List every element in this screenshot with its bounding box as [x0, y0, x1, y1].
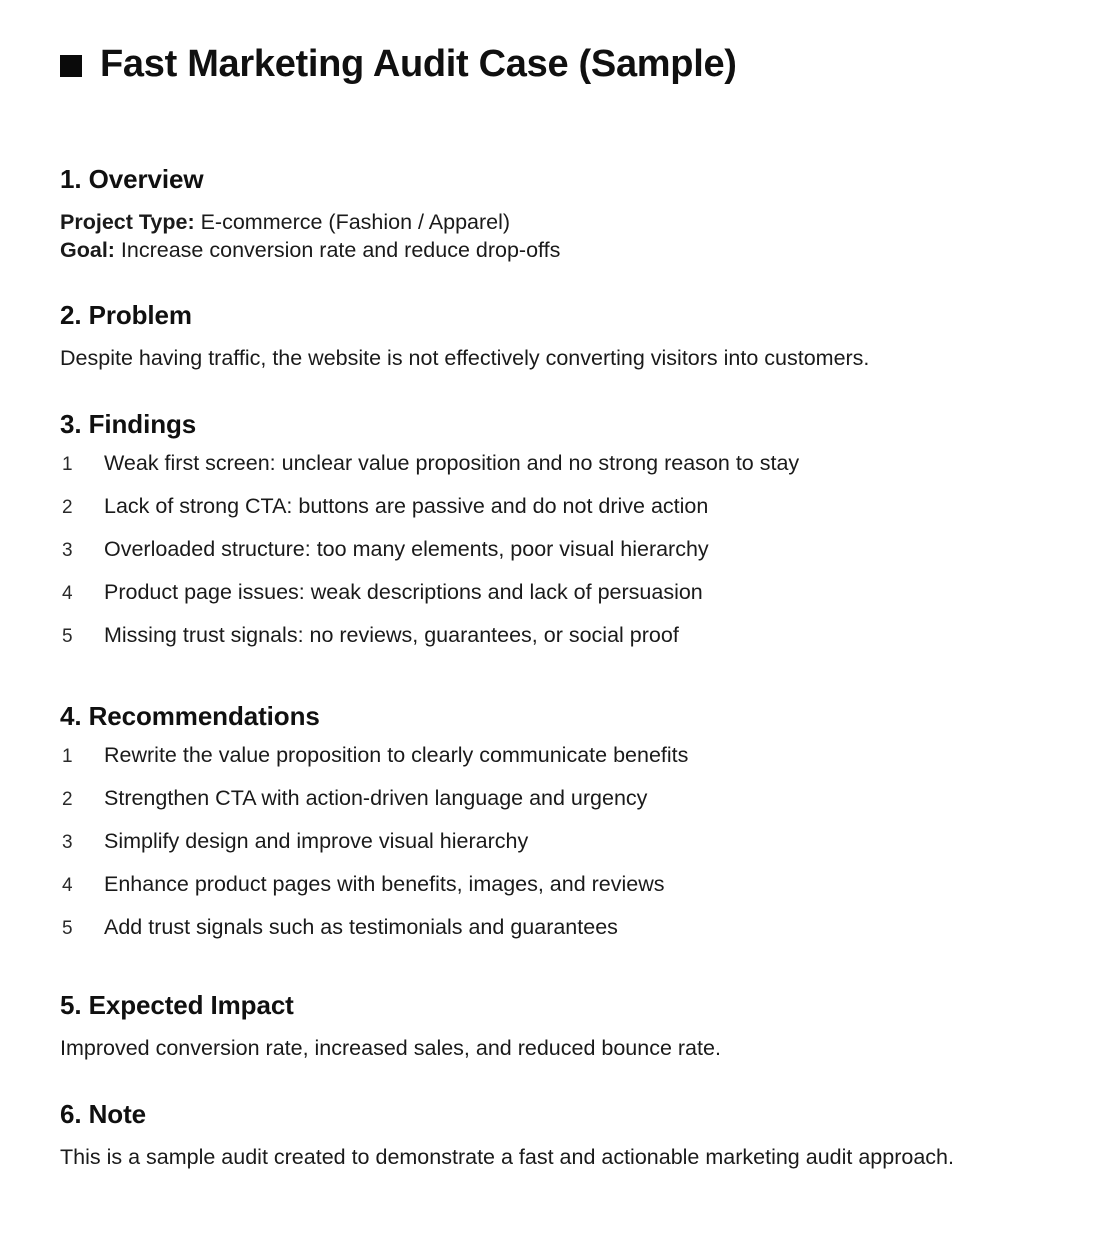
spacer: [60, 960, 1040, 991]
spacer: [60, 668, 1040, 702]
list-item-text: Weak first screen: unclear value proposition and no strong reason to stay: [104, 451, 800, 476]
section-note: [60, 1100, 1040, 1171]
list-item: [60, 582, 1040, 625]
section-problem: [60, 301, 1040, 372]
list-item-number: 2: [62, 789, 73, 811]
spacer: [60, 1063, 1040, 1100]
findings-list: [60, 453, 1040, 668]
list-item: [60, 539, 1040, 582]
section-heading-problem: 2. Problem: [60, 299, 192, 330]
section-heading-findings: 3. Findings: [60, 409, 197, 440]
list-item-number: 4: [62, 583, 73, 605]
recommendations-list: [60, 745, 1040, 960]
section-expected-impact: [60, 991, 1040, 1062]
section-findings: [60, 410, 1040, 668]
black-square-bullet-icon: [60, 55, 82, 77]
list-item-number: 5: [62, 918, 73, 940]
list-item-number: 3: [62, 832, 73, 854]
problem-body: Despite having traffic, the website is not effectively converting visitors into customers.: [60, 345, 870, 370]
section-heading-recommendations: 4. Recommendations: [60, 701, 320, 732]
list-item: [60, 745, 1040, 788]
list-item-number: 1: [62, 746, 73, 768]
section-overview: [60, 165, 1040, 265]
list-item-number: 5: [62, 626, 73, 648]
project-type-line: [60, 208, 1040, 237]
note-body: This is a sample audit created to demonstrate a fast and actionable marketing audit approach.: [60, 1144, 954, 1169]
section-heading-expected-impact: 5. Expected Impact: [60, 990, 294, 1021]
goal-label: Goal:: [60, 238, 115, 263]
spacer: [60, 265, 1040, 301]
overview-body: [60, 208, 1040, 265]
list-item-number: 1: [62, 454, 73, 476]
project-type-value: E-commerce (Fashion / Apparel): [194, 209, 511, 234]
list-item-text: Lack of strong CTA: buttons are passive and do not drive action: [104, 494, 709, 519]
section-heading-overview: 1. Overview: [60, 163, 204, 194]
list-item-text: Enhance product pages with benefits, images, and reviews: [104, 872, 665, 897]
page-title: [60, 44, 1040, 86]
project-type-label: Project Type:: [60, 209, 195, 234]
page-title-text: Fast Marketing Audit Case (Sample): [100, 43, 737, 85]
list-item-text: Rewrite the value proposition to clearly communicate benefits: [104, 743, 689, 768]
list-item-text: Add trust signals such as testimonials and guarantees: [104, 915, 618, 940]
list-item: [60, 831, 1040, 874]
list-item: [60, 917, 1040, 960]
list-item-text: Product page issues: weak descriptions and lack of persuasion: [104, 580, 703, 605]
list-item-text: Missing trust signals: no reviews, guarantees, or social proof: [104, 623, 679, 648]
list-item: [60, 788, 1040, 831]
list-item-text: Overloaded structure: too many elements, poor visual hierarchy: [104, 537, 709, 562]
list-item-text: Simplify design and improve visual hierarchy: [104, 829, 529, 854]
list-item-number: 2: [62, 497, 73, 519]
list-item: [60, 874, 1040, 917]
section-heading-note: 6. Note: [60, 1098, 146, 1129]
list-item-number: 3: [62, 540, 73, 562]
goal-line: [60, 236, 1040, 265]
section-recommendations: [60, 702, 1040, 960]
spacer: [60, 372, 1040, 410]
list-item-text: Strengthen CTA with action-driven language and urgency: [104, 786, 648, 811]
list-item: [60, 625, 1040, 668]
list-item-number: 4: [62, 875, 73, 897]
list-item: [60, 453, 1040, 496]
list-item: [60, 496, 1040, 539]
expected-impact-body: Improved conversion rate, increased sales, and reduced bounce rate.: [60, 1036, 721, 1061]
goal-value: Increase conversion rate and reduce drop-offs: [114, 238, 561, 263]
